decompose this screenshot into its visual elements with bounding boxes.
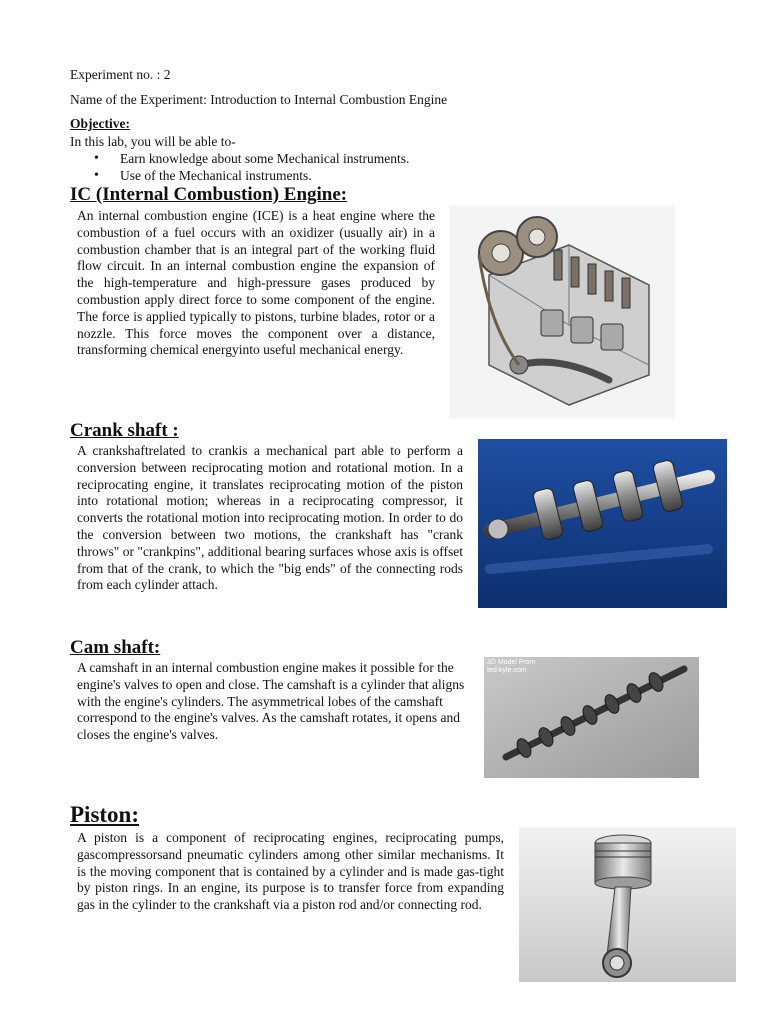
camshaft-text: A camshaft in an internal combustion engine makes it possible for the engine's valves to open and close. The camshaft is a cylinder that aligns with the engine's cylinders. The asymmetrical lobes of the camshaft correspond to the engine's valves. As the camshaft rotates, it opens and closes the engine's valves. [77,660,465,743]
camshaft-image-caption: 3D Model From ted-kyle.com [487,659,536,674]
piston-render-icon [519,827,736,982]
crankshaft-heading: Crank shaft : [70,420,179,441]
objective-intro: In this lab, you will be able to- [70,134,236,149]
experiment-name: Name of the Experiment: Introduction to Internal Combustion Engine [70,92,448,107]
piston-image [519,827,736,982]
camshaft-image [484,657,699,778]
objective-list [70,150,670,184]
crankshaft-text: A crankshaftrelated to crankis a mechanical part able to perform a conversion between reciprocating motion and rotational motion. In a reciprocating engine, it translates reciprocating motion of the piston into rotational motion; whereas in a reciprocating compressor, it converts the rotational motion into reciprocating motion. In order to do the conversion between two motions, the crankshaft has "crank throws" or "crankpins", additional bearing surfaces whose axis is offset from that of the crank, to which the "big ends" of the connecting rods from each cylinder attach. [77,443,463,593]
objective-item: • Earn knowledge about some Mechanical instruments. [70,150,670,167]
objective-heading: Objective: [70,116,130,131]
ic-engine-heading: IC (Internal Combustion) Engine: [70,184,348,205]
crankshaft-image [478,439,727,608]
ic-engine-text: An internal combustion engine (ICE) is a heat engine where the combustion of a fuel occurs with an oxidizer (usually air) in a combustion chamber that is an integral part of the working fluid flow circuit. In an internal combustion engine the expansion of the high-temperature and high-pressure gases produced by combustion apply direct force to some component of the engine. The force is applied typically to pistons, turbine blades, rotor or a nozzle. This force moves the component over a distance, transforming chemical energyinto useful mechanical energy. [77,208,435,358]
camshaft-render-icon [484,657,699,778]
camshaft-heading: Cam shaft: [70,637,161,658]
engine-image [449,205,675,419]
experiment-number: Experiment no. : 2 [70,67,171,82]
piston-text: A piston is a component of reciprocating engines, reciprocating pumps, gascompressorsand pneumatic cylinders among other similar mechanisms. It is the moving component that is contained by a cylinder and is made gas-tight by piston rings. In an engine, its purpose is to transfer force from expanding gas in the cylinder to the crankshaft via a piston rod and/or connecting rod. [77,830,504,913]
objective-item: • Use of the Mechanical instruments. [70,167,670,184]
engine-illustration-icon [449,205,675,419]
crankshaft-render-icon [478,439,727,608]
piston-heading: Piston: [70,802,139,827]
